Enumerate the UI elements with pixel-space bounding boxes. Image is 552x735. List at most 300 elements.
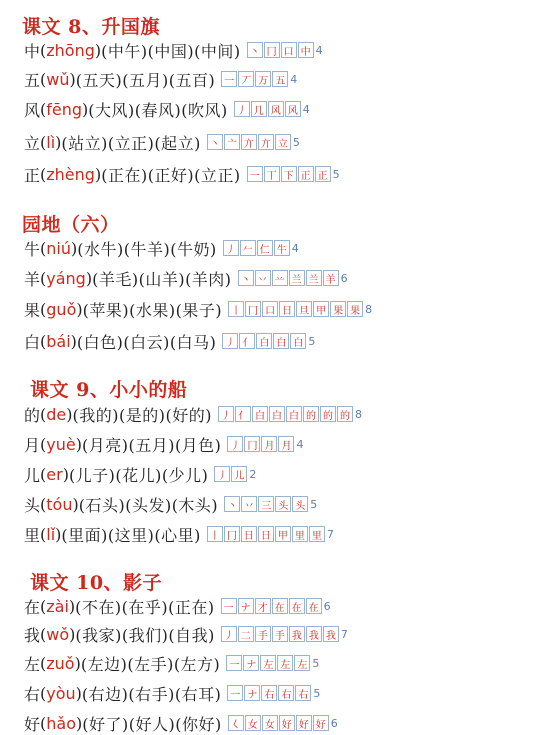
stroke-step-glyph: 左 [263,659,274,671]
pinyin: yuè [46,434,76,454]
stroke-step-box [264,166,280,182]
stroke-count: 4 [302,102,310,116]
stroke-step-box [309,526,325,542]
stroke-order [218,406,362,422]
stroke-step-box [221,71,237,87]
character-row [24,297,372,321]
stroke-step-glyph: 兰 [308,274,319,286]
stroke-step-glyph: 亻 [242,337,253,349]
stroke-step-box [238,270,254,286]
stroke-step-glyph: 丅 [266,170,277,182]
character-row [24,711,338,735]
stroke-step-glyph: 白 [276,337,287,349]
pinyin-close-paren: ) [55,524,62,544]
pinyin-close-paren: ) [66,404,73,424]
stroke-count: 6 [330,716,338,730]
character-row [24,236,299,260]
stroke-step-box [244,436,260,452]
stroke-step-box [214,466,230,482]
stroke-step-box [294,655,310,671]
stroke-count: 4 [296,437,304,451]
stroke-step-box [275,526,291,542]
example-words: (站立)(立正)(起立) [61,133,201,153]
stroke-step-box [227,436,243,452]
stroke-step-box [207,526,223,542]
pinyin-close-paren: ) [71,238,78,258]
stroke-step-box [241,496,257,512]
pinyin-open-paren: ( [40,132,47,152]
stroke-step-box [285,101,301,117]
stroke-step-glyph: 好 [281,719,292,731]
character-row [24,97,310,121]
pinyin: yòu [46,683,76,703]
pinyin-close-paren: ) [70,331,77,351]
stroke-step-box [264,42,280,58]
pinyin-close-paren: ) [85,268,93,288]
stroke-order [228,715,338,731]
stroke-count: 8 [354,407,362,421]
example-words: (苹果)(水果)(果子) [82,300,223,320]
stroke-step-glyph: 正 [317,170,328,182]
stroke-step-glyph: 日 [243,530,254,542]
stroke-step-box [298,42,314,58]
stroke-step-glyph: 好 [298,719,309,731]
stroke-step-box [243,655,259,671]
stroke-step-glyph: 丿 [230,440,241,452]
stroke-step-glyph: 丷 [244,500,255,512]
stroke-step-glyph: 果 [333,305,344,317]
stroke-step-glyph: 右 [298,689,309,701]
stroke-step-box [261,436,277,452]
stroke-step-box [337,406,353,422]
example-words: (白色)(白云)(白马) [76,332,217,352]
stroke-order [247,42,323,58]
stroke-count: 5 [312,656,320,670]
stroke-step-glyph: 亣 [260,138,271,150]
stroke-step-glyph: 䒑 [274,274,285,286]
example-words: (好了)(好人)(你好) [82,714,222,734]
stroke-count: 5 [310,497,318,511]
pinyin-close-paren: ) [72,494,79,514]
stroke-order [223,240,299,256]
stroke-order [221,598,331,614]
stroke-step-box [255,626,271,642]
character-row [24,432,303,456]
character: 风 [24,100,41,120]
stroke-step-box [258,134,274,150]
stroke-step-glyph: 丨 [209,530,220,542]
stroke-count: 2 [249,467,257,481]
pinyin-open-paren: ( [40,524,47,544]
stroke-step-box [239,333,255,349]
stroke-step-glyph: 白 [271,410,282,422]
stroke-step-box [272,626,288,642]
section-heading: 园地（六） [22,214,120,236]
pinyin-open-paren: ( [40,404,47,424]
character-row [24,130,300,154]
character: 果 [24,300,41,320]
stroke-step-glyph: 好 [315,719,326,731]
stroke-step-glyph: 仁 [259,244,270,256]
stroke-step-glyph: 白 [259,337,270,349]
stroke-step-glyph: 月 [281,440,292,452]
character-row [24,162,340,186]
stroke-step-glyph: 在 [274,602,285,614]
stroke-step-box [238,626,254,642]
stroke-step-glyph: 牛 [276,244,287,256]
stroke-step-glyph: 𡿨 [230,719,241,731]
pinyin: tóu [46,494,73,514]
stroke-step-glyph: 冂 [248,305,259,317]
stroke-step-box [224,496,240,512]
stroke-step-box [315,166,331,182]
stroke-step-box [320,406,336,422]
example-words: (右边)(右手)(右耳) [81,684,222,704]
stroke-step-box [261,685,277,701]
stroke-step-box [323,626,339,642]
stroke-step-box [255,270,271,286]
character: 中 [24,41,41,61]
example-words: (不在)(在乎)(正在) [75,597,215,617]
pinyin-open-paren: ( [40,238,47,258]
stroke-step-glyph: 亣 [243,138,254,150]
pinyin: de [46,404,67,424]
stroke-step-glyph: 甲 [277,530,288,542]
stroke-step-box [313,301,329,317]
pinyin-close-paren: ) [94,40,102,60]
stroke-step-box [228,715,244,731]
pinyin-open-paren: ( [40,596,47,616]
character-row [24,522,334,546]
character: 儿 [24,465,41,485]
stroke-step-glyph: 𠂉 [242,244,253,256]
stroke-step-box [247,42,263,58]
stroke-step-glyph: 左 [297,659,308,671]
stroke-count: 7 [326,527,334,541]
stroke-step-glyph: 丶 [240,274,251,286]
stroke-step-box [238,598,254,614]
stroke-step-box [281,42,297,58]
stroke-step-box [241,526,257,542]
character: 在 [24,597,41,617]
stroke-step-glyph: 我 [325,630,336,642]
stroke-step-box [277,655,293,671]
stroke-step-box [227,685,243,701]
pinyin: zhèng [46,164,95,184]
pinyin: zài [46,596,69,616]
stroke-step-glyph: 右 [264,689,275,701]
example-words: (左边)(左手)(左方) [80,654,221,674]
stroke-order [227,436,303,452]
stroke-count: 5 [292,135,300,149]
stroke-step-glyph: 五 [275,75,286,87]
stroke-step-glyph: 女 [247,719,258,731]
stroke-step-glyph: 左 [280,659,291,671]
character-row [24,67,297,91]
stroke-step-glyph: 立 [277,138,288,150]
character-row [24,329,315,353]
pinyin: zhōng [46,40,95,60]
character-row [24,266,348,290]
stroke-step-box [268,101,284,117]
stroke-count: 6 [340,271,348,285]
stroke-count: 4 [315,43,323,57]
stroke-step-box [226,655,242,671]
character-row [24,681,320,705]
stroke-step-glyph: 我 [308,630,319,642]
stroke-step-box [224,526,240,542]
stroke-step-glyph: 冂 [266,46,277,58]
stroke-step-glyph: ナ [246,659,257,671]
stroke-step-glyph: 在 [291,602,302,614]
stroke-step-box [323,270,339,286]
stroke-step-glyph: 几 [253,105,264,117]
stroke-step-glyph: 兰 [291,274,302,286]
pinyin-open-paren: ( [40,99,47,119]
stroke-step-box [274,240,290,256]
stroke-order [238,270,348,286]
pinyin-close-paren: ) [69,624,76,644]
stroke-step-box [278,685,294,701]
stroke-step-box [223,240,239,256]
stroke-step-glyph: 甲 [316,305,327,317]
stroke-step-glyph: 一 [249,170,260,182]
stroke-step-glyph: 丿 [225,244,236,256]
pinyin-close-paren: ) [69,69,76,89]
example-words: (儿子)(花儿)(少儿) [68,465,209,485]
pinyin-close-paren: ) [74,653,81,673]
stroke-step-box [251,101,267,117]
stroke-step-box [256,333,272,349]
stroke-step-glyph: 丿 [217,470,228,482]
character: 好 [24,714,41,734]
stroke-step-box [296,301,312,317]
pinyin-open-paren: ( [40,69,47,89]
pinyin-open-paren: ( [40,464,47,484]
pinyin: wǒ [46,624,70,644]
character: 的 [24,405,41,425]
stroke-order [228,301,372,317]
stroke-step-box [245,301,261,317]
stroke-step-box [240,240,256,256]
stroke-step-glyph: 亠 [226,138,237,150]
stroke-step-box [306,270,322,286]
stroke-step-glyph: ナ [240,602,251,614]
stroke-step-glyph: 一 [229,659,240,671]
stroke-step-box [231,466,247,482]
stroke-step-glyph: 丶 [249,46,260,58]
character-row [24,594,331,618]
stroke-step-box [255,598,271,614]
stroke-step-box [275,134,291,150]
character: 右 [24,684,41,704]
stroke-step-box [330,301,346,317]
stroke-step-box [306,626,322,642]
pinyin: niú [46,238,71,258]
stroke-step-box [260,655,276,671]
pinyin-close-paren: ) [76,299,83,319]
stroke-step-box [207,134,223,150]
stroke-step-glyph: 一 [223,602,234,614]
stroke-order [234,101,310,117]
character: 左 [24,654,41,674]
stroke-order [222,333,315,349]
pinyin: er [46,464,63,484]
stroke-step-glyph: 下 [283,170,294,182]
stroke-order [221,71,297,87]
stroke-step-glyph: 我 [291,630,302,642]
stroke-step-box [272,270,288,286]
stroke-step-glyph: 手 [274,630,285,642]
stroke-step-box [245,715,261,731]
pinyin-open-paren: ( [40,494,47,514]
stroke-order [207,134,300,150]
stroke-step-box [275,496,291,512]
character: 头 [24,495,41,515]
stroke-step-glyph: 头 [295,500,306,512]
character: 白 [24,332,41,352]
example-words: (中午)(中国)(中间) [101,41,241,61]
stroke-step-box [296,715,312,731]
stroke-step-glyph: 女 [264,719,275,731]
character: 立 [24,133,41,153]
character-row [24,38,323,62]
stroke-step-glyph: 的 [322,410,333,422]
stroke-step-box [281,166,297,182]
stroke-step-box [269,406,285,422]
pinyin-open-paren: ( [40,434,47,454]
stroke-step-box [258,526,274,542]
pinyin-open-paren: ( [40,624,47,644]
pinyin-close-paren: ) [55,132,62,152]
stroke-order [226,655,319,671]
pinyin-open-paren: ( [40,683,47,703]
stroke-step-box [279,715,295,731]
example-words: (五天)(五月)(五百) [75,70,216,90]
stroke-step-glyph: 头 [278,500,289,512]
stroke-step-glyph: 丶 [209,138,220,150]
section-heading: 课文 9、小小的船 [30,379,188,401]
example-words: (正在)(正好)(立正) [101,165,241,185]
stroke-count: 5 [308,334,316,348]
stroke-count: 5 [313,686,321,700]
stroke-step-glyph: 口 [265,305,276,317]
stroke-count: 6 [323,599,331,613]
pinyin-close-paren: ) [82,99,89,119]
pinyin-close-paren: ) [75,434,82,454]
stroke-step-glyph: 冂 [226,530,237,542]
character-row [24,492,317,516]
pinyin-open-paren: ( [40,653,47,673]
stroke-step-glyph: 羊 [325,274,336,286]
stroke-order [221,626,348,642]
character: 正 [24,165,41,185]
stroke-step-glyph: 一 [230,689,241,701]
pinyin-open-paren: ( [40,268,47,288]
pinyin: bái [46,331,71,351]
stroke-step-glyph: 日 [282,305,293,317]
stroke-step-glyph: 右 [281,689,292,701]
character: 五 [24,70,41,90]
stroke-step-glyph: 丷 [257,274,268,286]
pinyin: hǎo [46,713,76,733]
stroke-step-glyph: ナ [247,689,258,701]
pinyin: lǐ [46,524,56,544]
stroke-count: 4 [291,241,299,255]
example-words: (羊毛)(山羊)(羊肉) [92,269,232,289]
stroke-step-box [272,71,288,87]
stroke-step-glyph: 的 [339,410,350,422]
character-row [24,622,348,646]
stroke-step-glyph: 里 [311,530,322,542]
stroke-step-glyph: 冂 [247,440,258,452]
stroke-step-box [286,406,302,422]
stroke-count: 7 [340,627,348,641]
stroke-step-box [292,526,308,542]
stroke-order [247,166,340,182]
stroke-step-glyph: 白 [293,337,304,349]
pinyin-open-paren: ( [40,40,47,60]
pinyin: wǔ [46,69,70,89]
stroke-step-glyph: 丿 [225,337,236,349]
stroke-step-box [289,626,305,642]
stroke-order [224,496,317,512]
stroke-step-box [257,240,273,256]
stroke-step-glyph: 的 [305,410,316,422]
stroke-step-box [289,270,305,286]
pinyin: guǒ [46,299,77,319]
stroke-step-glyph: 丶 [227,500,238,512]
stroke-step-glyph: 中 [300,46,311,58]
stroke-step-glyph: 果 [350,305,361,317]
stroke-step-glyph: 丨 [231,305,242,317]
stroke-step-box [221,598,237,614]
stroke-step-box [278,436,294,452]
stroke-count: 5 [332,167,340,181]
character: 里 [24,525,41,545]
example-words: (石头)(头发)(木头) [78,495,219,515]
stroke-step-box [273,333,289,349]
stroke-step-box [247,166,263,182]
pinyin-open-paren: ( [40,299,47,319]
stroke-step-glyph: 丿 [236,105,247,117]
example-words: (我的)(是的)(好的) [72,405,212,425]
stroke-step-box [258,496,274,512]
pinyin-close-paren: ) [94,164,102,184]
stroke-step-box [218,406,234,422]
stroke-step-glyph: 三 [261,500,272,512]
stroke-step-box [347,301,363,317]
section-heading: 课文 10、影子 [30,572,163,594]
section-heading: 课文 8、升国旗 [22,16,160,38]
stroke-step-box [222,333,238,349]
pinyin-open-paren: ( [40,164,47,184]
stroke-step-glyph: 口 [283,46,294,58]
stroke-step-glyph: 手 [257,630,268,642]
stroke-step-glyph: 亻 [237,410,248,422]
stroke-count: 8 [365,302,373,316]
stroke-step-box [224,134,240,150]
stroke-step-box [244,685,260,701]
stroke-order [214,466,256,482]
stroke-step-box [289,598,305,614]
stroke-count: 4 [290,72,298,86]
example-words: (月亮)(五月)(月色) [81,435,222,455]
stroke-step-glyph: 月 [264,440,275,452]
stroke-step-glyph: 一 [224,75,235,87]
character: 月 [24,435,41,455]
character-row [24,651,319,675]
